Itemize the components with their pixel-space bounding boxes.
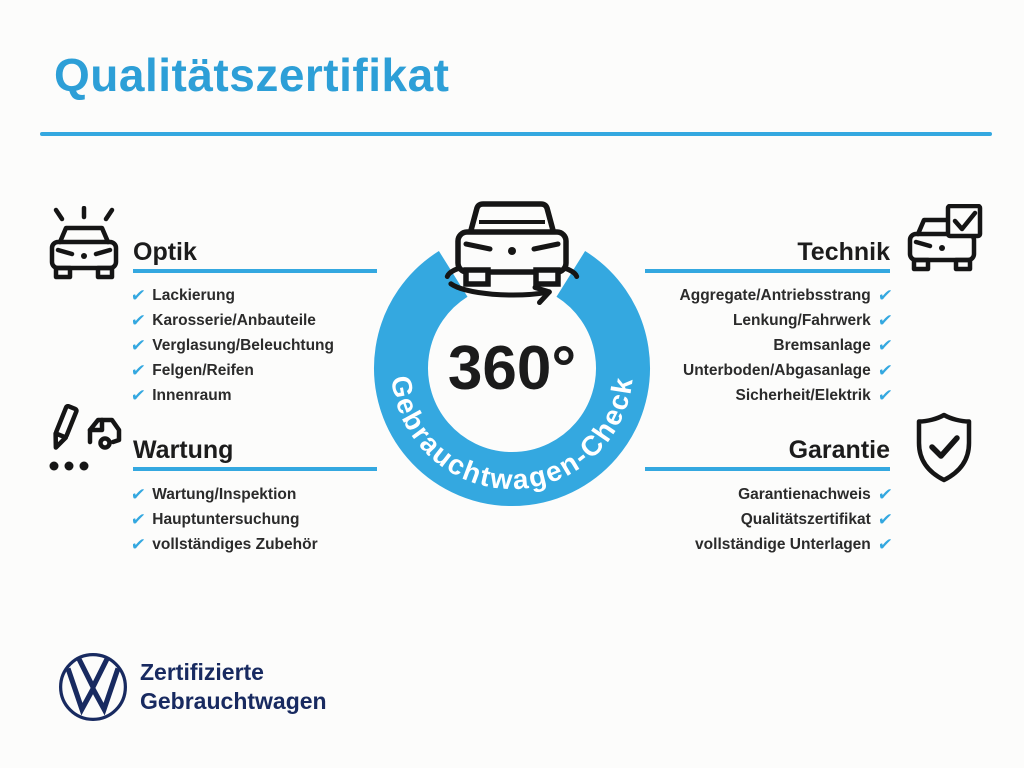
list-item <box>738 487 892 503</box>
check-icon: ✔ <box>876 386 894 406</box>
check-icon: ✔ <box>129 510 147 530</box>
item-label: Qualitätszertifikat <box>740 511 871 528</box>
360-check-badge <box>332 170 692 530</box>
brand-text <box>140 658 327 716</box>
item-label: Wartung/Inspektion <box>152 486 297 503</box>
item-label: Hauptuntersuchung <box>152 511 300 528</box>
item-label: vollständige Unterlagen <box>695 536 871 553</box>
section-title-garantie: Garantie <box>788 436 890 464</box>
list-item <box>131 288 334 304</box>
check-icon: ✔ <box>129 311 147 331</box>
list-item <box>735 388 892 404</box>
check-icon: ✔ <box>129 485 147 505</box>
check-icon: ✔ <box>129 286 147 306</box>
list-item <box>741 512 892 528</box>
car-front-rotate-icon <box>458 204 566 284</box>
item-label: Lackierung <box>152 287 235 304</box>
section-title-wartung: Wartung <box>133 436 234 464</box>
car-checkbox-icon <box>902 204 986 280</box>
item-label: Karosserie/Anbauteile <box>152 312 316 329</box>
check-icon: ✔ <box>129 336 147 356</box>
check-icon: ✔ <box>876 535 894 555</box>
pencil-checklist-van-icon <box>42 404 126 476</box>
check-icon: ✔ <box>129 386 147 406</box>
list-item <box>131 512 318 528</box>
item-label: Verglasung/Beleuchtung <box>152 337 334 354</box>
item-label: Lenkung/Fahrwerk <box>732 312 871 329</box>
check-icon: ✔ <box>129 361 147 381</box>
check-icon: ✔ <box>876 336 894 356</box>
list-item <box>131 313 334 329</box>
list-item <box>131 363 334 379</box>
section-title-optik: Optik <box>133 238 197 266</box>
shield-check-icon <box>908 410 980 488</box>
check-icon: ✔ <box>129 535 147 555</box>
item-label: Bremsanlage <box>773 337 871 354</box>
list-item <box>695 537 892 553</box>
title-divider <box>40 132 992 136</box>
list-item <box>131 487 318 503</box>
car-shine-icon <box>44 206 124 280</box>
section-items-optik <box>131 288 334 404</box>
item-label: Innenraum <box>152 387 232 404</box>
item-label: Garantienachweis <box>738 486 871 503</box>
brand-line1: Zertifizierte <box>140 659 264 685</box>
section-title-technik: Technik <box>797 238 890 266</box>
item-label: Aggregate/Antriebsstrang <box>679 287 871 304</box>
page-title: Qualitätszertifikat <box>54 49 450 101</box>
degree-label: 360° <box>447 334 577 403</box>
list-item <box>131 537 318 553</box>
list-item <box>131 338 334 354</box>
vw-logo <box>56 650 130 724</box>
section-items-wartung <box>131 487 318 553</box>
check-icon: ✔ <box>876 485 894 505</box>
list-item <box>683 363 892 379</box>
list-item <box>733 313 892 329</box>
list-item <box>773 338 892 354</box>
item-label: vollständiges Zubehör <box>152 536 318 553</box>
ring-label: Gebrauchtwagen-Check <box>384 373 639 496</box>
item-label: Felgen/Reifen <box>152 362 254 379</box>
list-item <box>131 388 334 404</box>
check-icon: ✔ <box>876 311 894 331</box>
item-label: Unterboden/Abgasanlage <box>683 362 871 379</box>
list-item <box>680 288 892 304</box>
item-label: Sicherheit/Elektrik <box>735 387 871 404</box>
check-icon: ✔ <box>876 286 894 306</box>
brand-line2: Gebrauchtwagen <box>140 688 327 714</box>
check-icon: ✔ <box>876 361 894 381</box>
check-icon: ✔ <box>876 510 894 530</box>
